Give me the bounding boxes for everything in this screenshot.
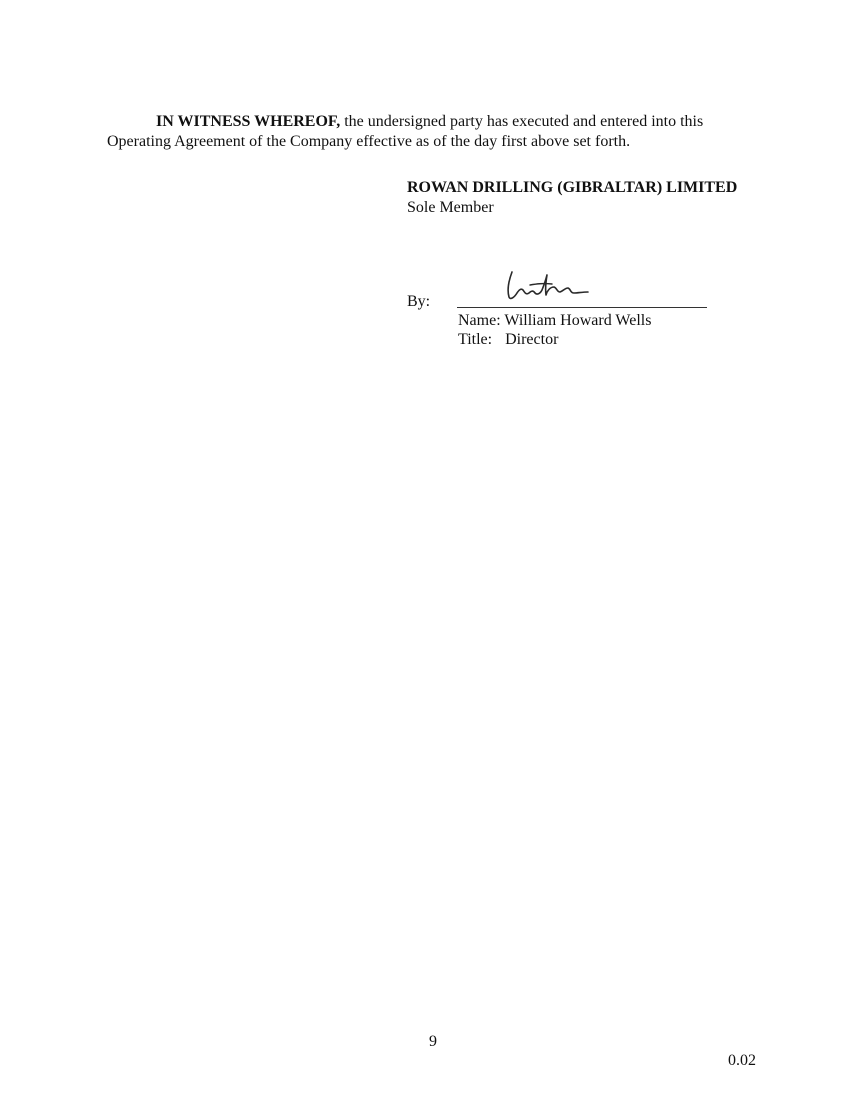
witness-lead: IN WITNESS WHEREOF, <box>156 113 341 130</box>
signer-name: Name: William Howard Wells <box>458 312 652 329</box>
title-value: Director <box>505 331 559 348</box>
signature-line <box>457 307 707 308</box>
signature-block <box>407 178 807 218</box>
witness-text: the undersigned party has executed and entered into this Operating Agreement of the Company effective as of the day first above set forth. <box>107 113 704 150</box>
document-reference: 0.02 <box>728 1052 756 1069</box>
page-number: 9 <box>429 1033 437 1050</box>
handwritten-signature <box>500 266 600 306</box>
member-role: Sole Member <box>407 199 494 216</box>
by-label: By: <box>407 293 431 310</box>
company-name: ROWAN DRILLING (GIBRALTAR) LIMITED <box>407 179 738 196</box>
witness-clause <box>107 112 747 152</box>
signer-title <box>458 330 558 350</box>
title-label: Title: <box>458 331 493 348</box>
